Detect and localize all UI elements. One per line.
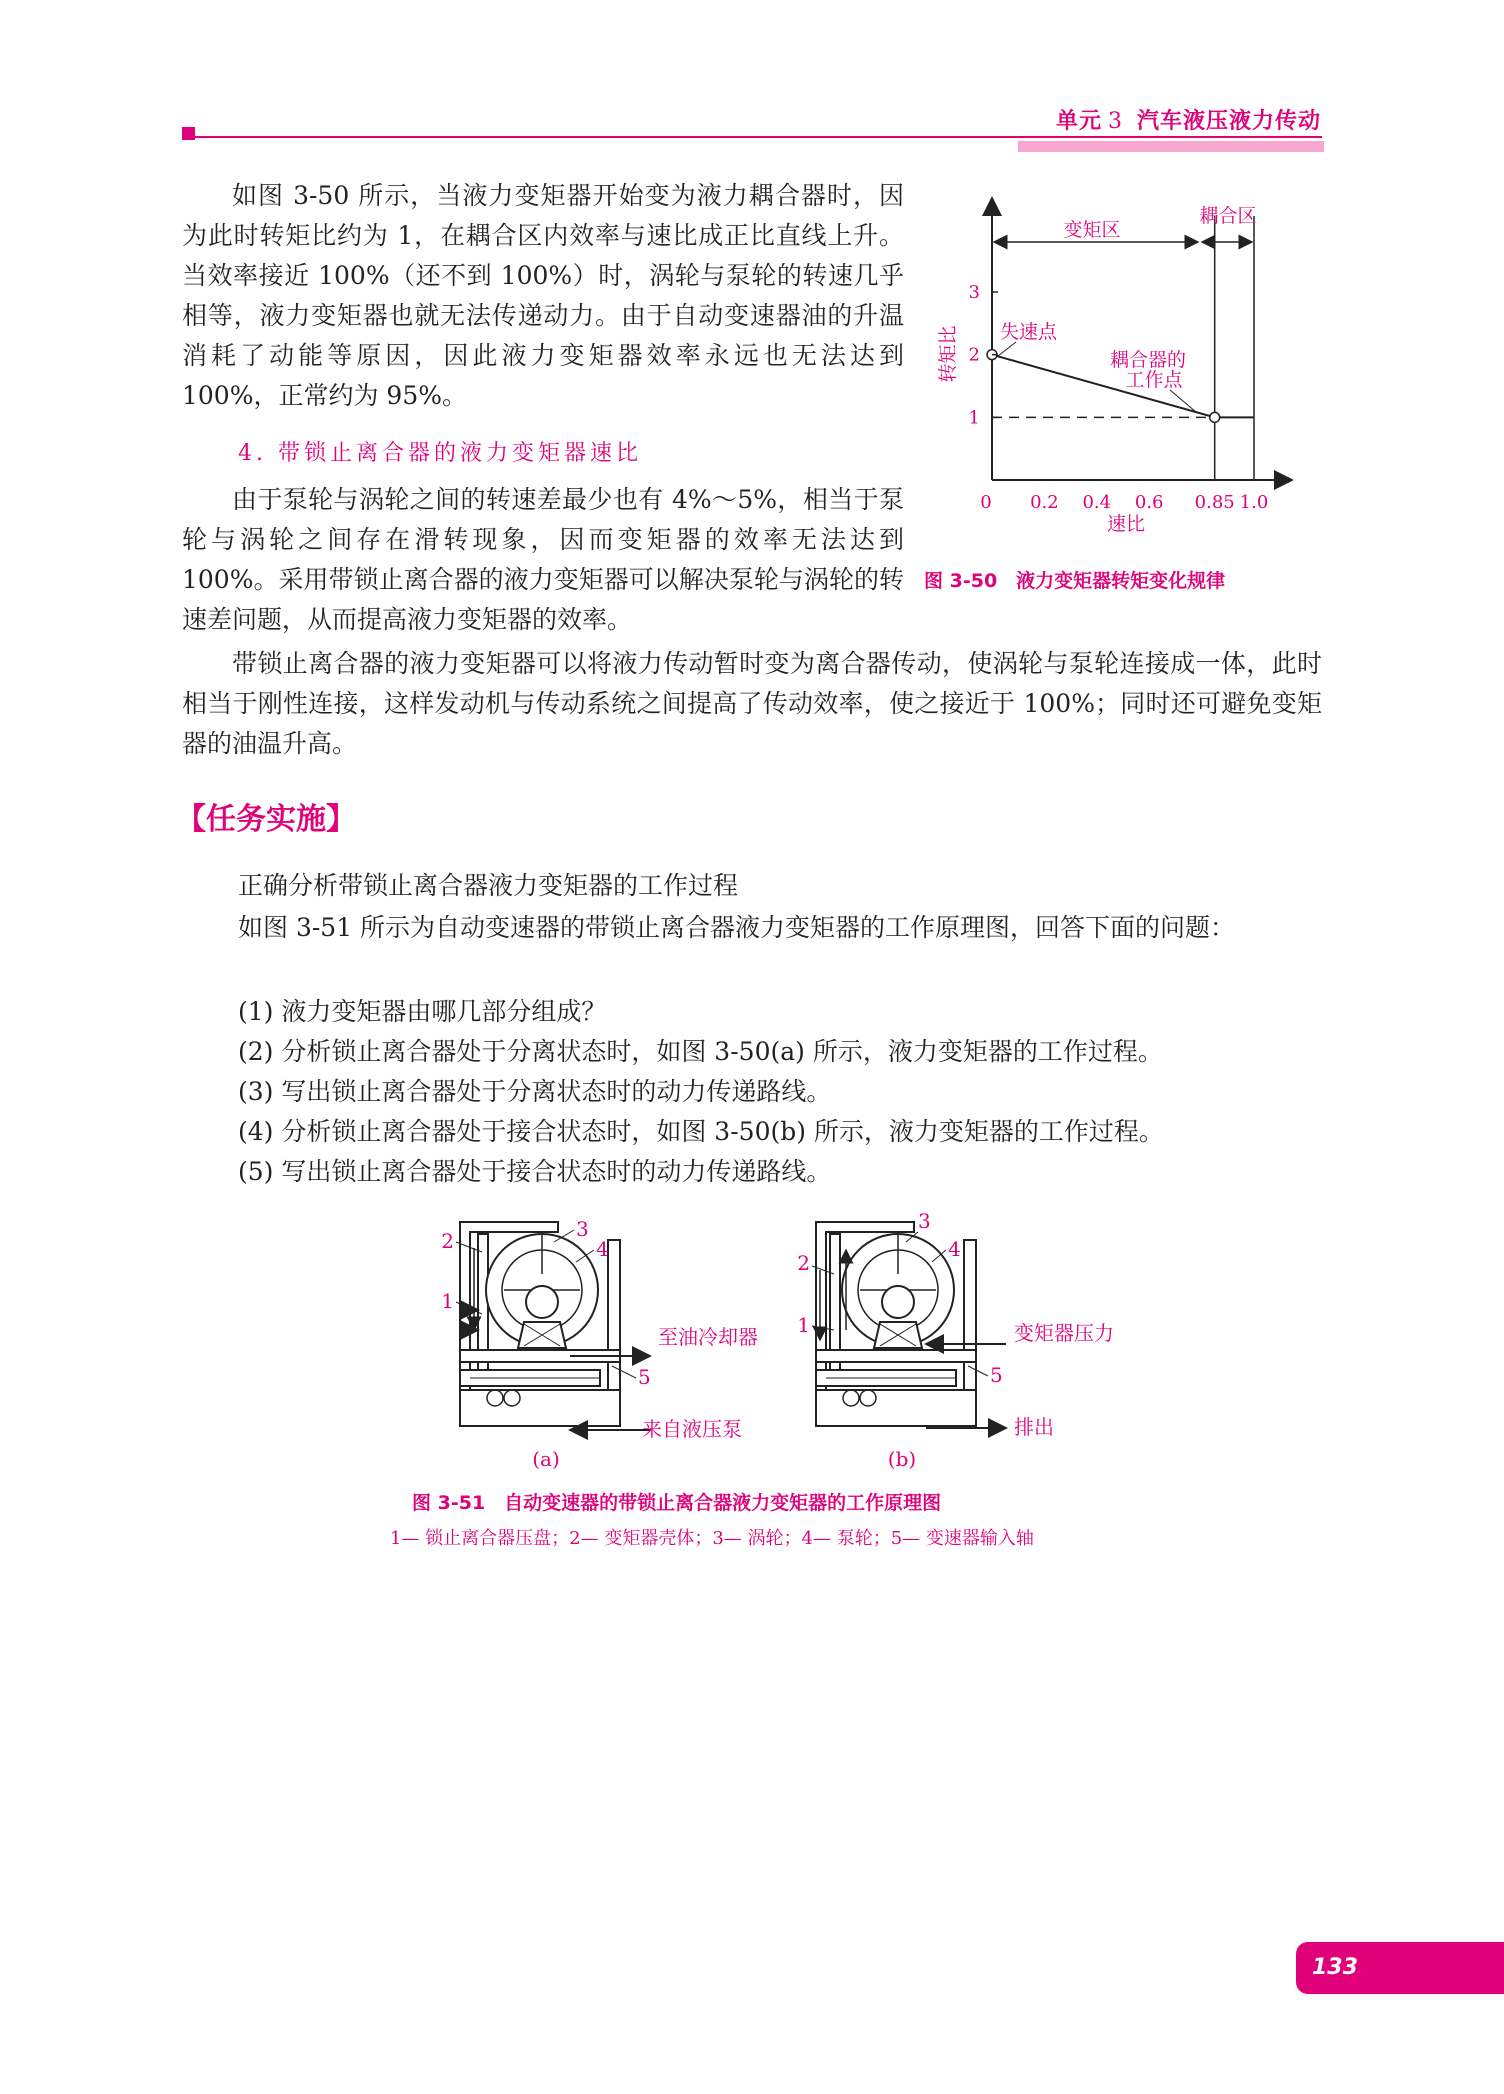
question-item: (3) 写出锁止离合器处于分离状态时的动力传递路线。 bbox=[238, 1077, 832, 1106]
part-label-5-b: 5 bbox=[990, 1363, 1003, 1387]
lockup-converter-diagram bbox=[420, 1210, 1120, 1480]
part-label-4-b: 4 bbox=[948, 1237, 961, 1261]
part-label-3-a: 3 bbox=[576, 1217, 589, 1241]
x-axis-label: 速比 bbox=[1106, 513, 1146, 535]
drain-label: 排出 bbox=[1014, 1415, 1054, 1439]
unit-label: 单元 bbox=[1055, 109, 1102, 134]
question-item: (4) 分析锁止离合器处于接合状态时，如图 3-50(b) 所示，液力变矩器的工作过程。 bbox=[238, 1117, 1164, 1146]
y-tick-label: 2 bbox=[968, 344, 980, 366]
coupling-point-label-2: 工作点 bbox=[1125, 369, 1183, 391]
y-ticks bbox=[969, 282, 998, 428]
question-item: (1) 液力变矩器由哪几部分组成？ bbox=[238, 997, 607, 1026]
y-tick-label: 3 bbox=[968, 282, 980, 303]
x-tick-label: 0 bbox=[980, 492, 992, 513]
stall-point-leader bbox=[998, 342, 1016, 356]
x-tick-label: 0.4 bbox=[1082, 492, 1112, 513]
header-rule bbox=[182, 136, 1322, 138]
from-pump-label: 来自液压泵 bbox=[642, 1417, 742, 1441]
x-tick-label: 0.2 bbox=[1030, 492, 1059, 513]
part-label-4-a: 4 bbox=[596, 1237, 609, 1261]
x-tick-label: 0.6 bbox=[1134, 492, 1164, 513]
converter-pressure-label: 变矩器压力 bbox=[1014, 1321, 1114, 1345]
part-label-1-a: 1 bbox=[441, 1289, 454, 1313]
to-cooler-label: 至油冷却器 bbox=[658, 1325, 758, 1349]
task-title: 正确分析带锁止离合器液力变矩器的工作过程 bbox=[238, 871, 739, 900]
question-list bbox=[238, 992, 1318, 1192]
coupling-point-label-1: 耦合器的 bbox=[1109, 349, 1187, 371]
figure-3-51-legend: 1— 锁止离合器压盘；2— 变矩器壳体；3— 涡轮；4— 泵轮；5— 变速器输入轴 bbox=[390, 1528, 1034, 1549]
stall-point-label: 失速点 bbox=[1000, 321, 1058, 343]
part-label-5-a: 5 bbox=[638, 1365, 651, 1389]
coupling-point-marker bbox=[1210, 412, 1220, 422]
unit-title: 汽车液压液力传动 bbox=[1136, 109, 1321, 134]
y-axis-label: 转矩比 bbox=[937, 325, 959, 383]
diagram-a-label: (a) bbox=[532, 1447, 560, 1471]
diagram-b-label: (b) bbox=[887, 1447, 917, 1471]
x-tick-label: 0.85 bbox=[1194, 492, 1235, 513]
diagram-a bbox=[441, 1217, 758, 1471]
diagram-b bbox=[797, 1210, 1114, 1471]
lockup-paragraph: 带锁止离合器的液力变矩器可以将液力传动暂时变为离合器传动，使涡轮与泵轮连接成一体，此时相当于刚性连接，这样发动机与传动系统之间提高了传动效率，使之接近于 100%；同时还可避免变矩器的油温升高。 bbox=[182, 649, 1322, 758]
figure-3-50-caption: 图 3-50 液力变矩器转矩变化规律 bbox=[924, 570, 1226, 592]
page-number: 133 bbox=[1296, 1942, 1504, 1994]
section-heading: 【任务实施】 bbox=[176, 802, 356, 837]
part-label-2-a: 2 bbox=[441, 1229, 454, 1253]
header-bar bbox=[1018, 141, 1324, 152]
header-square bbox=[182, 127, 195, 140]
intro-paragraph: 如图 3-50 所示，当液力变矩器开始变为液力耦合器时，因为此时转矩比约为 1，在耦合区内效率与速比成正比直线上升。当效率接近 100%（还不到 100%）时，涡轮与泵轮的转速几乎相等，液力变矩器也就无法传递动力。由于自动变速器油的升温消耗了动能等原因，因此液力变矩器效率永远也无法达到 100%，正常约为 95%。 bbox=[182, 181, 904, 410]
question-item: (5) 写出锁止离合器处于接合状态时的动力传递路线。 bbox=[238, 1157, 832, 1186]
part-label-3-b: 3 bbox=[918, 1210, 931, 1233]
header-title bbox=[1056, 104, 1321, 135]
y-tick-label: 1 bbox=[968, 407, 980, 429]
x-tick-label: 1.0 bbox=[1239, 492, 1269, 513]
part-label-1-b: 1 bbox=[797, 1313, 810, 1337]
task-intro: 如图 3-51 所示为自动变速器的带锁止离合器液力变矩器的工作原理图，回答下面的问题： bbox=[238, 913, 1236, 942]
region-coupling-label: 耦合区 bbox=[1199, 205, 1257, 227]
question-item: (2) 分析锁止离合器处于分离状态时，如图 3-50(a) 所示，液力变矩器的工作过程。 bbox=[238, 1037, 1163, 1066]
unit-number: 3 bbox=[1107, 109, 1123, 134]
part-label-2-b: 2 bbox=[797, 1251, 810, 1275]
torque-ratio-chart bbox=[920, 186, 1320, 546]
subsection-paragraph: 由于泵轮与涡轮之间的转速差最少也有 4%～5%，相当于泵轮与涡轮之间存在滑转现象，因而变矩器的效率无法达到 100%。采用带锁止离合器的液力变矩器可以解决泵轮与涡轮的转速差问题，从而提高液力变矩器的效率。 bbox=[182, 485, 904, 634]
subsection-heading: 4. 带锁止离合器的液力变矩器速比 bbox=[238, 441, 642, 466]
x-ticks bbox=[980, 492, 1268, 513]
region-torque-label: 变矩区 bbox=[1063, 219, 1121, 241]
figure-3-51-caption: 图 3-51 自动变速器的带锁止离合器液力变矩器的工作原理图 bbox=[412, 1492, 942, 1514]
